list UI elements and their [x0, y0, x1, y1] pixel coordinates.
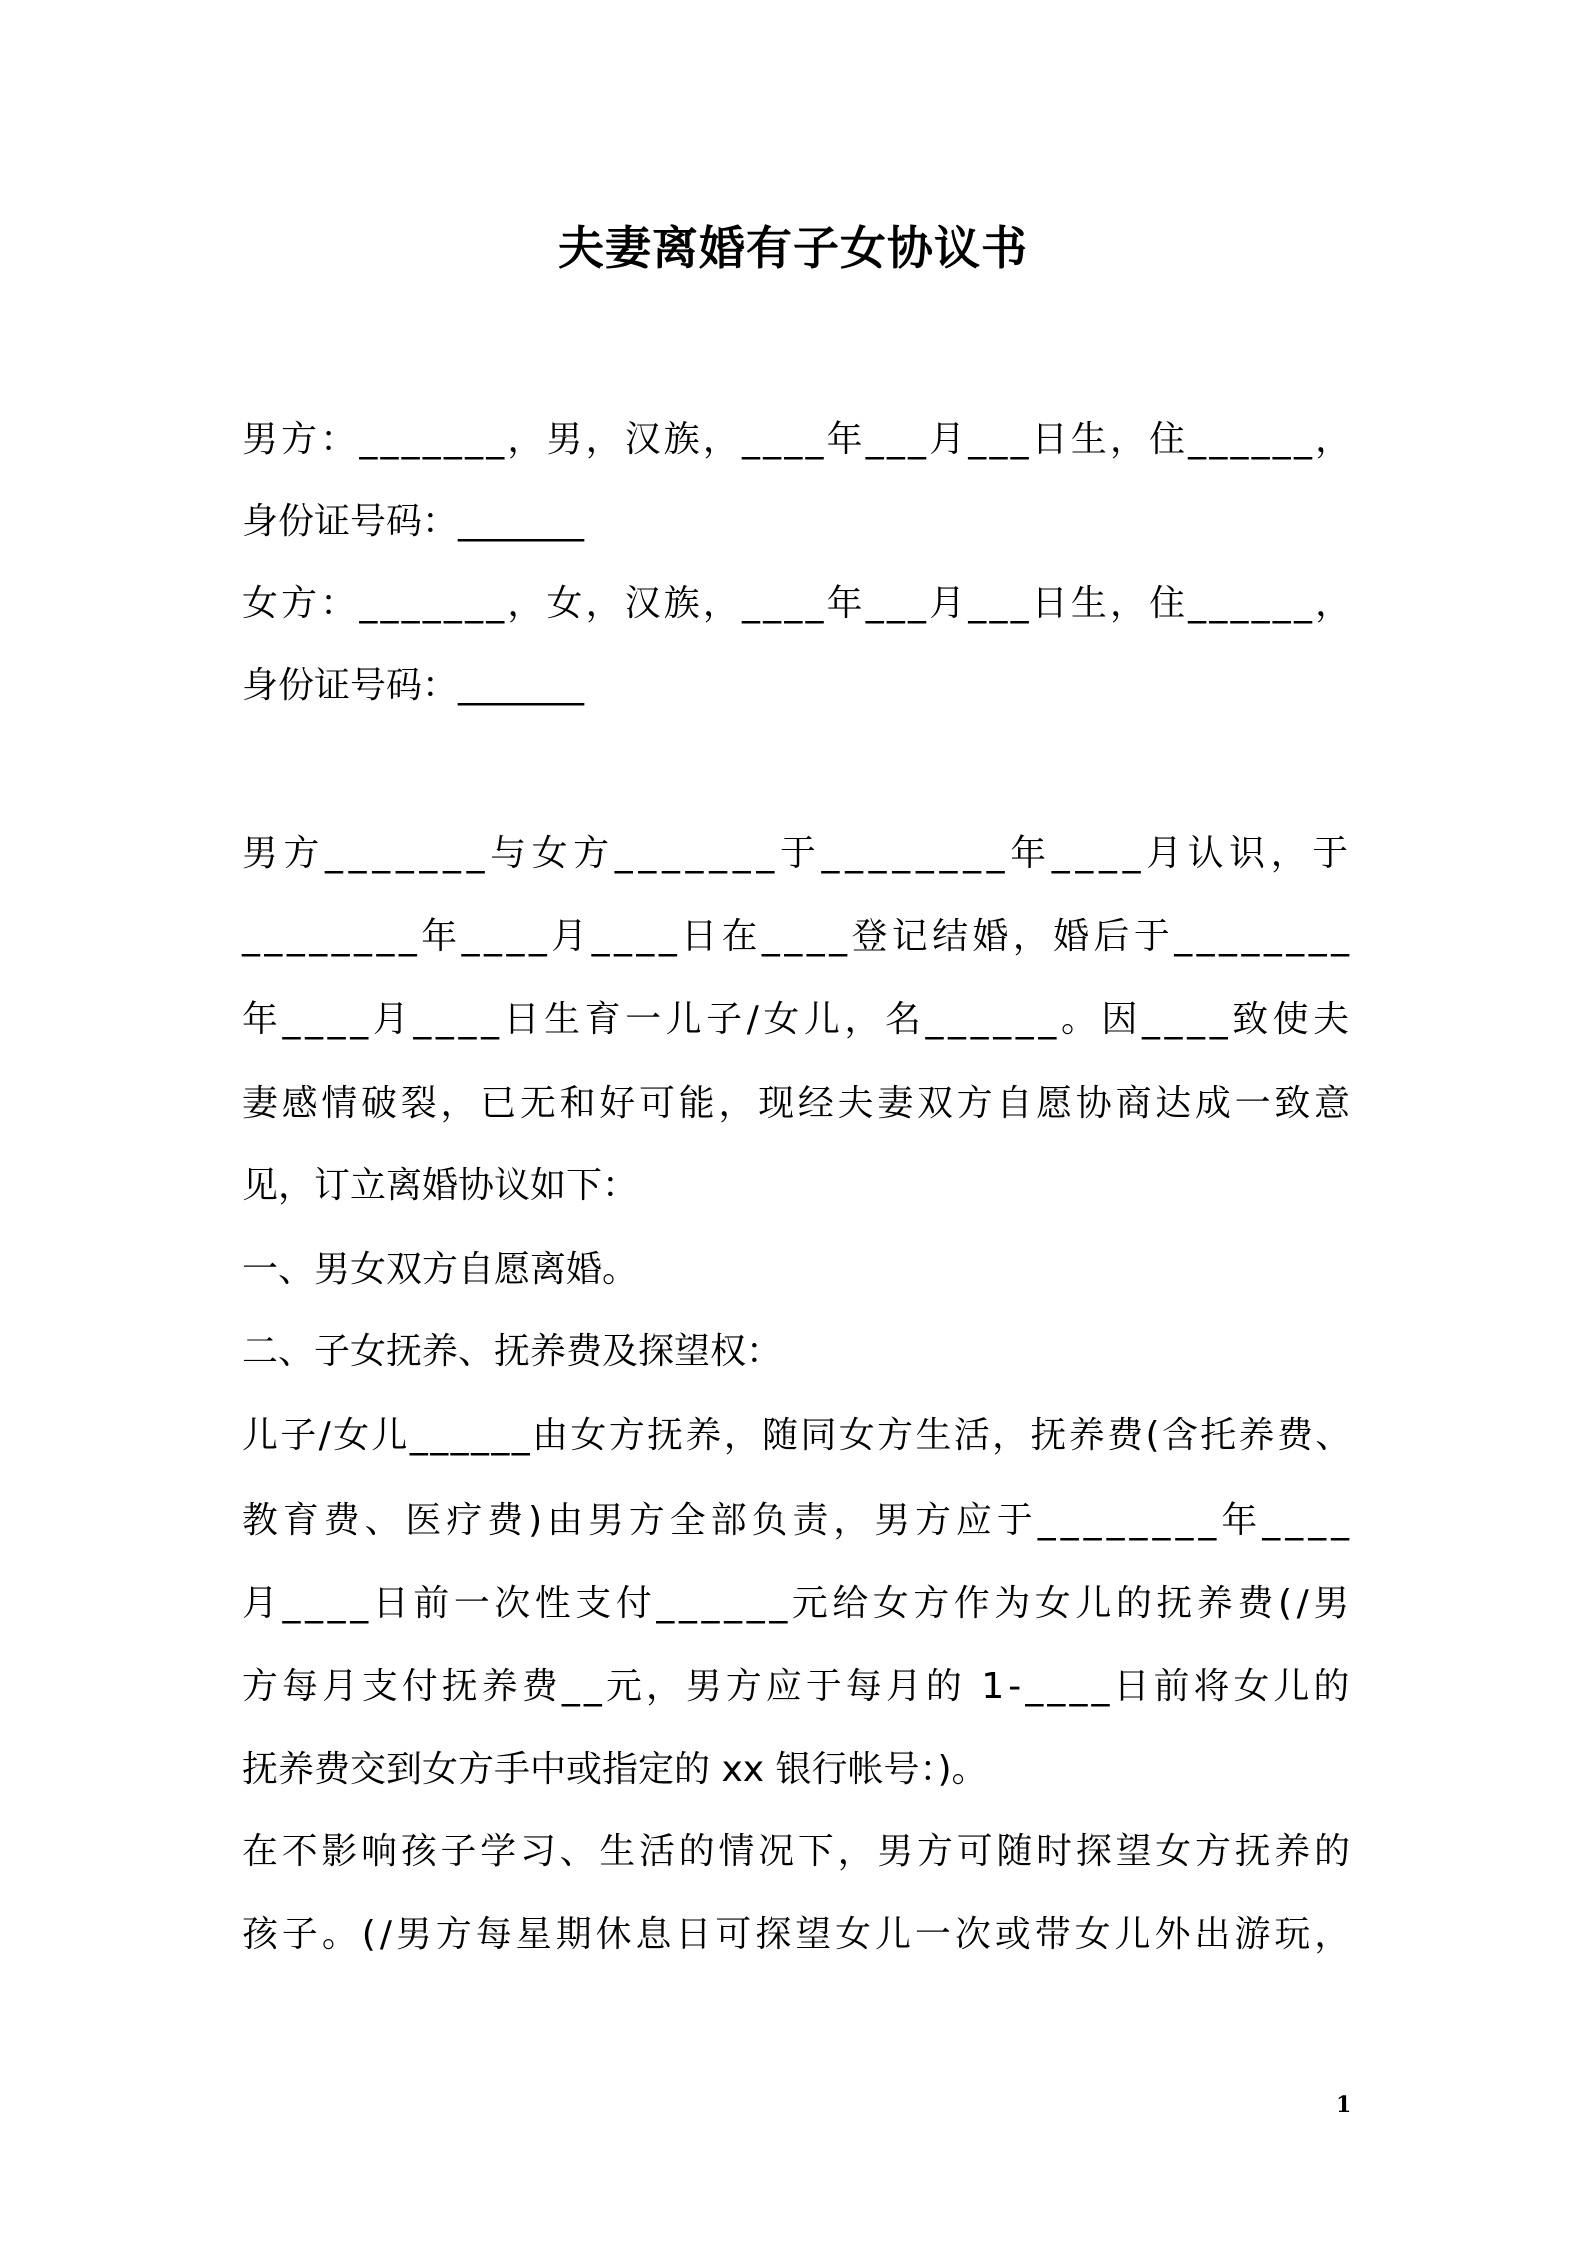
party-male-info-line: 男方：_______，男，汉族，____年___月___日生，住______，: [242, 419, 1355, 460]
body-line: 妻感情破裂，已无和好可能，现经夫妻双方自愿协商达成一致意: [242, 1083, 1354, 1124]
clause-heading-2: 二、子女抚养、抚养费及探望权：: [242, 1331, 783, 1372]
body-line: 教育费、医疗费)由男方全部负责，男方应于________年____: [242, 1500, 1355, 1541]
body-line: 儿子/女儿______由女方抚养，随同女方生活，抚养费(含托养费、: [242, 1415, 1354, 1456]
party-female-id-line: 身份证号码：_______: [242, 665, 585, 706]
document-title: 夫妻离婚有子女协议书: [558, 221, 1028, 275]
body-line: 年____月____日生育一儿子/女儿，名______。因____致使夫: [242, 999, 1354, 1040]
body-line: 在不影响孩子学习、生活的情况下，男方可随时探望女方抚养的: [242, 1831, 1354, 1872]
party-male-id-line: 身份证号码：_______: [242, 501, 585, 542]
body-line: 月____日前一次性支付______元给女方作为女儿的抚养费(/男: [242, 1583, 1354, 1624]
body-line: ________年____月____日在____登记结婚，婚后于________: [242, 916, 1354, 957]
party-female-info-line: 女方：_______，女，汉族，____年___月___日生，住______，: [242, 583, 1355, 624]
body-line: 方每月支付抚养费__元，男方应于每月的 1-____日前将女儿的: [242, 1666, 1354, 1707]
page-number: 1: [1336, 2092, 1352, 2118]
clause-heading-1: 一、男女双方自愿离婚。: [242, 1249, 639, 1290]
body-line: 孩子。(/男方每星期休息日可探望女儿一次或带女儿外出游玩，: [242, 1914, 1355, 1955]
body-line: 男方_______与女方_______于________年____月认识，于: [242, 833, 1354, 874]
body-line: 见，订立离婚协议如下：: [242, 1165, 639, 1206]
body-line: 抚养费交到女方手中或指定的 xx 银行帐号：)。: [242, 1749, 988, 1790]
